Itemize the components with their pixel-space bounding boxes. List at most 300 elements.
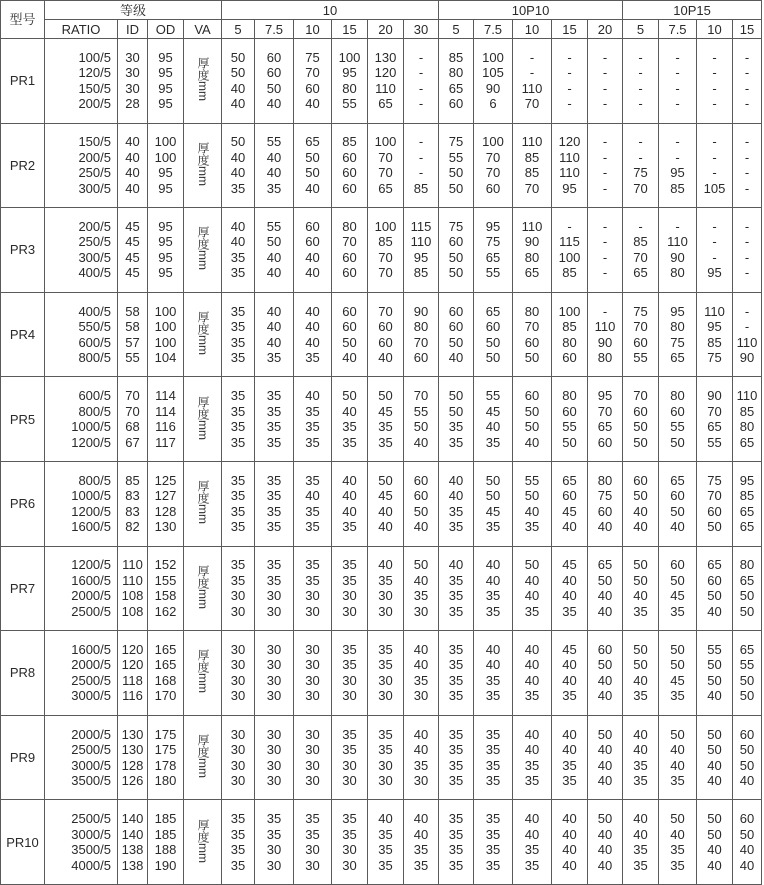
cell-value: 85 — [524, 165, 540, 181]
cell-value: 110 — [594, 319, 616, 335]
cell-value: 40 — [597, 757, 613, 773]
cell-value: - — [529, 65, 535, 81]
cell-value: 35 — [524, 688, 540, 704]
header-row-top — [1, 1, 762, 20]
value-cell — [368, 800, 404, 885]
cell-value: 40 — [342, 472, 357, 488]
value-cell — [733, 123, 762, 208]
cell-value: 60 — [342, 165, 357, 181]
cell-value: 35 — [524, 773, 540, 789]
cell-value: 40 — [670, 519, 685, 535]
cell-value: 2500/5 — [71, 603, 111, 619]
cell-value: 40 — [305, 249, 320, 265]
cell-value: 40 — [670, 826, 685, 842]
cell-value: 50 — [485, 472, 501, 488]
cell-value: 35 — [485, 688, 501, 704]
value-cell — [332, 208, 368, 293]
cell-value: 40 — [266, 96, 282, 112]
cell-value: 108 — [121, 603, 144, 619]
cell-value: 85 — [562, 319, 577, 335]
value-cell — [659, 377, 697, 462]
cell-value: 40 — [739, 842, 755, 858]
value-cell — [513, 800, 552, 885]
value-cell — [294, 546, 332, 631]
cell-value: - — [638, 218, 643, 234]
value-cell — [404, 208, 439, 293]
cell-value: 95 — [413, 249, 429, 265]
value-cell — [552, 377, 588, 462]
cell-value: 60 — [342, 149, 357, 165]
cell-value: 110 — [410, 234, 432, 250]
cell-value: 188 — [154, 842, 177, 858]
id-cell — [118, 461, 148, 546]
cell-value: 40 — [230, 96, 246, 112]
value-cell — [552, 208, 588, 293]
cell-value: 75 — [633, 165, 648, 181]
cell-value: 40 — [562, 742, 577, 758]
cell-value: 40 — [413, 519, 429, 535]
cell-value: 85 — [125, 472, 140, 488]
value-cell — [474, 123, 513, 208]
cell-value: 65 — [305, 134, 320, 150]
cell-value: 30 — [342, 688, 357, 704]
cell-value: 400/5 — [78, 303, 111, 319]
cell-value: 40 — [305, 265, 320, 281]
thickness-unit-label: 厚度mm — [196, 57, 210, 102]
value-cell — [294, 715, 332, 800]
cell-value: 35 — [448, 811, 464, 827]
cell-value: 35 — [342, 726, 357, 742]
cell-value: 120 — [121, 641, 144, 657]
value-cell — [659, 461, 697, 546]
thickness-unit-label: 厚度mm — [196, 311, 210, 356]
value-cell — [474, 800, 513, 885]
cell-value: 65 — [562, 472, 577, 488]
value-cell — [623, 39, 659, 124]
cell-value: 35 — [266, 519, 282, 535]
cell-value: 40 — [524, 503, 540, 519]
value-cell — [222, 39, 255, 124]
value-cell — [368, 123, 404, 208]
cell-value: 85 — [739, 488, 755, 504]
value-cell — [733, 546, 762, 631]
cell-value: 100 — [374, 218, 397, 234]
cell-value: 28 — [125, 96, 140, 112]
cell-value: 35 — [448, 857, 464, 873]
cell-value: 40 — [562, 726, 577, 742]
value-cell — [222, 631, 255, 716]
cell-value: 30 — [266, 588, 282, 604]
value-cell — [368, 461, 404, 546]
cell-value: 65 — [670, 350, 685, 366]
cell-value: 40 — [707, 688, 722, 704]
cell-value: 40 — [448, 557, 464, 573]
cell-value: 2000/5 — [71, 657, 111, 673]
cell-value: 80 — [448, 65, 464, 81]
value-cell — [439, 546, 474, 631]
value-cell — [733, 208, 762, 293]
value-cell — [474, 715, 513, 800]
cell-value: 30 — [125, 49, 140, 65]
table-row — [1, 461, 762, 546]
table-row — [1, 292, 762, 377]
value-cell — [222, 461, 255, 546]
header-od: OD — [148, 20, 184, 39]
od-cell — [148, 546, 184, 631]
cell-value: 35 — [342, 657, 357, 673]
va-cell — [184, 800, 222, 885]
cell-value: 100 — [338, 49, 361, 65]
value-cell — [588, 208, 623, 293]
cell-value: 70 — [378, 303, 393, 319]
cell-value: 40 — [485, 419, 501, 435]
cell-value: 85 — [562, 265, 577, 281]
cell-value: 30 — [305, 726, 320, 742]
header-model: 型号 — [1, 1, 45, 39]
cell-value: 35 — [266, 503, 282, 519]
cell-value: 35 — [266, 572, 282, 588]
cell-value: 40 — [633, 726, 648, 742]
cell-value: 35 — [524, 519, 540, 535]
cell-value: 60 — [342, 249, 357, 265]
cell-value: 30 — [230, 672, 246, 688]
cell-value: 45 — [125, 265, 140, 281]
value-cell — [697, 292, 733, 377]
va-cell — [184, 123, 222, 208]
value-cell — [588, 123, 623, 208]
cell-value: - — [602, 65, 608, 81]
cell-value: 75 — [597, 488, 613, 504]
cell-value: 105 — [703, 180, 726, 196]
cell-value: - — [744, 180, 750, 196]
cell-value: 50 — [448, 265, 464, 281]
cell-value: - — [638, 49, 643, 65]
cell-value: 50 — [633, 419, 648, 435]
table-row — [1, 546, 762, 631]
cell-value: 60 — [448, 303, 464, 319]
value-cell — [404, 715, 439, 800]
cell-value: 3500/5 — [71, 773, 111, 789]
cell-value: 35 — [230, 826, 246, 842]
cell-value: 68 — [125, 419, 140, 435]
od-cell — [148, 123, 184, 208]
cell-value: - — [529, 49, 535, 65]
cell-value: - — [418, 96, 424, 112]
cell-value: 40 — [230, 218, 246, 234]
cell-value: - — [567, 218, 572, 234]
cell-value: 60 — [305, 218, 320, 234]
model-cell: PR3 — [1, 208, 45, 293]
thickness-unit-label: 厚度mm — [196, 734, 210, 779]
cell-value: 40 — [633, 588, 648, 604]
value-cell — [294, 461, 332, 546]
value-cell — [404, 631, 439, 716]
cell-value: 95 — [158, 234, 173, 250]
cell-value: 95 — [158, 265, 173, 281]
cell-value: - — [602, 180, 608, 196]
cell-value: 35 — [305, 472, 320, 488]
cell-value: 40 — [562, 657, 577, 673]
cell-value: 158 — [154, 588, 177, 604]
value-cell — [368, 377, 404, 462]
cell-value: 120/5 — [78, 65, 111, 81]
cell-value: 152 — [154, 557, 177, 573]
cell-value: 35 — [230, 350, 246, 366]
value-cell — [332, 292, 368, 377]
cell-value: 110 — [736, 334, 758, 350]
cell-value: 60 — [739, 726, 755, 742]
value-cell — [332, 461, 368, 546]
cell-value: 35 — [448, 434, 464, 450]
cell-value: 35 — [485, 757, 501, 773]
cell-value: - — [675, 149, 680, 165]
cell-value: 110 — [559, 149, 580, 165]
cell-value: 35 — [266, 472, 282, 488]
cell-value: 55 — [266, 218, 282, 234]
cell-value: 50 — [485, 334, 501, 350]
value-cell — [255, 39, 294, 124]
value-cell — [623, 377, 659, 462]
value-cell — [255, 631, 294, 716]
cell-value: 40 — [125, 149, 140, 165]
cell-value: 120 — [558, 134, 581, 150]
cell-value: - — [418, 65, 424, 81]
cell-value: 140 — [121, 826, 144, 842]
cell-value: 1000/5 — [71, 488, 111, 504]
cell-value: 30 — [378, 773, 393, 789]
cell-value: 45 — [125, 218, 140, 234]
value-cell — [588, 546, 623, 631]
value-cell — [255, 123, 294, 208]
cell-value: 30 — [305, 588, 320, 604]
cell-value: 55 — [707, 434, 722, 450]
value-cell — [733, 461, 762, 546]
cell-value: 35 — [524, 842, 540, 858]
cell-value: 40 — [305, 303, 320, 319]
cell-value: 35 — [266, 180, 282, 196]
cell-value: 35 — [342, 826, 357, 842]
cell-value: 55 — [524, 472, 540, 488]
cell-value: - — [675, 65, 680, 81]
id-cell — [118, 715, 148, 800]
cell-value: 1200/5 — [71, 557, 111, 573]
cell-value: 50 — [305, 149, 320, 165]
cell-value: 55 — [670, 419, 685, 435]
cell-value: 60 — [597, 503, 613, 519]
cell-value: 50 — [707, 657, 722, 673]
cell-value: 40 — [305, 488, 320, 504]
header-col: 7.5 — [659, 20, 697, 39]
cell-value: 30 — [413, 603, 429, 619]
cell-value: 40 — [524, 826, 540, 842]
cell-value: 190 — [154, 857, 177, 873]
cell-value: 185 — [154, 826, 177, 842]
cell-value: 30 — [230, 603, 246, 619]
cell-value: 40 — [562, 672, 577, 688]
cell-value: 35 — [342, 557, 357, 573]
cell-value: 35 — [378, 857, 393, 873]
cell-value: 40 — [524, 672, 540, 688]
value-cell — [368, 39, 404, 124]
cell-value: 50 — [739, 826, 755, 842]
cell-value: 40 — [266, 265, 282, 281]
cell-value: 170 — [154, 688, 177, 704]
cell-value: 50 — [739, 672, 755, 688]
model-cell: PR2 — [1, 123, 45, 208]
cell-value: 125 — [154, 472, 177, 488]
cell-value: 40 — [633, 519, 648, 535]
cell-value: 50 — [670, 811, 685, 827]
cell-value: 110 — [122, 557, 143, 573]
value-cell — [474, 631, 513, 716]
cell-value: 70 — [707, 488, 722, 504]
cell-value: 95 — [597, 388, 613, 404]
cell-value: 57 — [125, 334, 140, 350]
cell-value: 115 — [559, 234, 580, 250]
cell-value: 65 — [739, 503, 755, 519]
model-cell: PR9 — [1, 715, 45, 800]
cell-value: 2500/5 — [71, 672, 111, 688]
cell-value: 30 — [413, 688, 429, 704]
cell-value: - — [602, 249, 608, 265]
cell-value: 85 — [670, 180, 685, 196]
cell-value: 35 — [485, 811, 501, 827]
cell-value: 35 — [485, 826, 501, 842]
cell-value: 35 — [230, 388, 246, 404]
cell-value: 110 — [122, 572, 143, 588]
cell-value: 90 — [524, 234, 540, 250]
cell-value: 60 — [485, 319, 501, 335]
cell-value: 40 — [378, 811, 393, 827]
cell-value: 70 — [485, 149, 501, 165]
cell-value: 50 — [597, 811, 613, 827]
table-row — [1, 123, 762, 208]
value-cell — [623, 546, 659, 631]
cell-value: - — [712, 218, 717, 234]
header-col: 5 — [222, 20, 255, 39]
cell-value: 35 — [342, 811, 357, 827]
cell-value: 45 — [562, 503, 577, 519]
cell-value: - — [744, 96, 750, 112]
cell-value: 30 — [342, 757, 357, 773]
table-row — [1, 800, 762, 885]
value-cell — [439, 39, 474, 124]
cell-value: 55 — [266, 134, 282, 150]
cell-value: - — [744, 234, 750, 250]
cell-value: 50 — [707, 519, 722, 535]
cell-value: 30 — [378, 672, 393, 688]
cell-value: 40 — [305, 180, 320, 196]
cell-value: 40 — [305, 96, 320, 112]
cell-value: 55 — [633, 350, 648, 366]
header-group-10: 10 — [222, 1, 439, 20]
cell-value: - — [744, 165, 750, 181]
cell-value: 35 — [266, 488, 282, 504]
cell-value: 45 — [562, 641, 577, 657]
value-cell — [222, 800, 255, 885]
cell-value: 45 — [125, 234, 140, 250]
cell-value: 40 — [266, 165, 282, 181]
cell-value: 55 — [739, 657, 755, 673]
cell-value: 95 — [707, 265, 722, 281]
cell-value: 50 — [378, 388, 393, 404]
value-cell — [623, 800, 659, 885]
cell-value: 35 — [342, 742, 357, 758]
cell-value: 35 — [342, 641, 357, 657]
cell-value: 40 — [413, 572, 429, 588]
cell-value: 50 — [670, 657, 685, 673]
cell-value: 35 — [342, 572, 357, 588]
cell-value: 600/5 — [78, 388, 111, 404]
value-cell — [368, 715, 404, 800]
cell-value: 40 — [342, 350, 357, 366]
cell-value: 35 — [378, 641, 393, 657]
cell-value: 35 — [670, 688, 685, 704]
cell-value: 110 — [667, 234, 688, 250]
value-cell — [697, 715, 733, 800]
cell-value: 40 — [448, 472, 464, 488]
cell-value: 35 — [305, 503, 320, 519]
cell-value: 80 — [739, 557, 755, 573]
cell-value: - — [638, 149, 643, 165]
cell-value: 60 — [670, 557, 685, 573]
cell-value: 35 — [230, 334, 246, 350]
cell-value: 45 — [670, 672, 685, 688]
cell-value: - — [712, 234, 717, 250]
cell-value: 40 — [413, 742, 429, 758]
value-cell — [659, 631, 697, 716]
cell-value: 40 — [633, 742, 648, 758]
cell-value: - — [418, 149, 424, 165]
value-cell — [552, 123, 588, 208]
value-cell — [255, 377, 294, 462]
value-cell — [588, 800, 623, 885]
cell-value: - — [712, 165, 717, 181]
value-cell — [222, 715, 255, 800]
cell-value: 30 — [305, 688, 320, 704]
cell-value: 60 — [378, 334, 393, 350]
value-cell — [623, 292, 659, 377]
thickness-unit-label: 厚度mm — [196, 649, 210, 694]
id-cell — [118, 800, 148, 885]
value-cell — [404, 546, 439, 631]
ratio-cell — [45, 123, 118, 208]
value-cell — [332, 631, 368, 716]
value-cell — [552, 546, 588, 631]
od-cell — [148, 39, 184, 124]
cell-value: 1600/5 — [71, 572, 111, 588]
cell-value: 40 — [230, 80, 246, 96]
cell-value: 35 — [670, 603, 685, 619]
value-cell — [474, 461, 513, 546]
value-cell — [733, 715, 762, 800]
cell-value: 800/5 — [78, 472, 111, 488]
cell-value: 70 — [524, 96, 540, 112]
cell-value: 35 — [342, 519, 357, 535]
header-col: 20 — [368, 20, 404, 39]
value-cell — [659, 292, 697, 377]
cell-value: 40 — [739, 857, 755, 873]
cell-value: 40 — [562, 842, 577, 858]
cell-value: 60 — [485, 180, 501, 196]
cell-value: 100 — [374, 134, 397, 150]
cell-value: 35 — [378, 842, 393, 858]
cell-value: 114 — [155, 403, 176, 419]
cell-value: 70 — [633, 180, 648, 196]
cell-value: 50 — [739, 588, 755, 604]
cell-value: 3000/5 — [71, 757, 111, 773]
cell-value: 40 — [562, 588, 577, 604]
